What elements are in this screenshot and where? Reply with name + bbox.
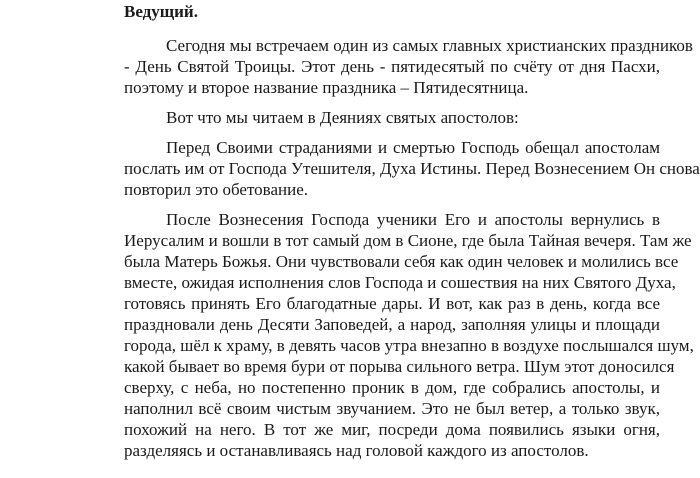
paragraph-line: послать им от Господа Утешителя, Духа Истины. Перед Вознесением Он снова (124, 159, 700, 178)
paragraph-3 (82, 137, 700, 200)
paragraph-line: разделяясь и останавливаясь над головой каждого из апостолов. (124, 441, 589, 460)
paragraph-line: После Вознесения Господа ученики Его и апостолы вернулись в (166, 210, 660, 229)
paragraph-line: праздновали день Десяти Заповедей, а народ, заполняя улицы и площади (124, 315, 660, 334)
paragraph-line: Вот что мы читаем в Деяниях святых апостолов: (166, 108, 519, 127)
paragraph-1 (82, 35, 693, 98)
paragraph-line: - День Святой Троицы. Этот день - пятидесятый по счёту от дня Пасхи, (124, 57, 660, 76)
paragraph-line: какой бывает во время бури от порыва сильного ветра. Шум этот доносился (124, 357, 675, 376)
document-page (82, 0, 700, 461)
paragraph-line: Сегодня мы встречаем один из самых главных христианских праздников (166, 36, 693, 55)
paragraph-line: Иерусалим и вошли в тот самый дом в Сионе, где была Тайная вечеря. Там же (124, 231, 692, 250)
paragraph-line: повторил это обетование. (124, 180, 309, 199)
paragraph-line: вместе, ожидая исполнения слов Господа и сошествия на них Святого Духа, (124, 273, 676, 292)
paragraph-line: поэтому и второе название праздника – Пятидесятница. (124, 78, 529, 97)
heading: Ведущий. (124, 2, 198, 21)
paragraph-2 (82, 107, 660, 128)
paragraph-line: готовясь принять Его благодатные дары. И вот, как раз в день, когда все (124, 294, 660, 313)
paragraph-line: Перед Своими страданиями и смертью Господь обещал апостолам (166, 138, 660, 157)
paragraph-line: сверху, с неба, но постепенно проник в дом, где собрались апостолы, и (124, 378, 660, 397)
paragraph-line: похожий на него. В тот же миг, посреди дома появились языки огня, (124, 420, 660, 439)
paragraph-line: города, шёл к храму, в девять часов утра внезапно в воздухе послышался шум, (124, 336, 694, 355)
paragraph-4 (82, 209, 694, 461)
paragraph-line: была Матерь Божья. Они чувствовали себя как один человек и молились все (124, 252, 679, 271)
paragraph-line: наполнил всё своим чистым звучанием. Это не был ветер, а только звук, (124, 399, 660, 418)
